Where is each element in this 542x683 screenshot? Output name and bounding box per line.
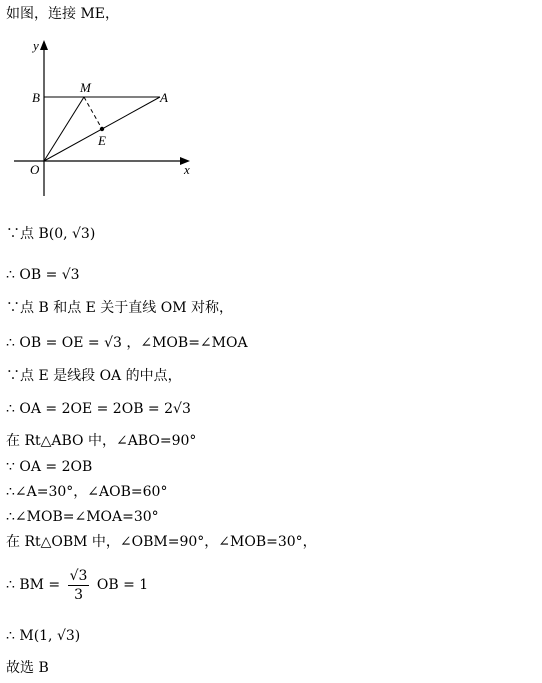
step-7: 在 Rt△ABO 中，∠ABO=90°: [6, 433, 197, 449]
segment-om: [44, 97, 84, 161]
y-axis-arrow: [40, 40, 48, 50]
step-6: ∴ OA = 2OE = 2OB = 2√3: [6, 401, 191, 417]
fraction: [68, 567, 90, 604]
answer-line: 故选 B: [6, 660, 49, 676]
step-13: ∴ M(1, √3): [6, 628, 81, 644]
point-e: [100, 127, 104, 131]
step-2: ∴ OB = √3: [6, 267, 80, 283]
intro-text: 如图，连接 ME，: [6, 6, 120, 22]
label-x: x: [184, 162, 190, 177]
step-12-rhs: OB = 1: [96, 577, 149, 593]
step-3: ∵点 B 和点 E 关于直线 OM 对称，: [6, 300, 234, 316]
label-b: B: [32, 90, 40, 105]
label-e: E: [98, 133, 106, 148]
step-8: ∵ OA = 2OB: [6, 459, 93, 475]
geometry-figure: [0, 36, 200, 206]
step-9: ∴∠A=30°，∠AOB=60°: [6, 484, 168, 500]
fraction-denominator: 3: [74, 586, 83, 603]
step-5: ∵点 E 是线段 OA 的中点，: [6, 368, 182, 384]
step-10: ∴∠MOB=∠MOA=30°: [6, 509, 159, 525]
step-1: ∵点 B(0, √3): [6, 226, 96, 242]
step-11: 在 Rt△OBM 中，∠OBM=90°，∠MOB=30°，: [6, 534, 317, 550]
step-12: [6, 566, 148, 604]
label-o: O: [30, 162, 40, 177]
step-12-lhs: ∴ BM =: [6, 577, 61, 593]
step-4: ∴ OB = OE = √3 ，∠MOB=∠MOA: [6, 335, 248, 351]
label-a: A: [160, 90, 168, 105]
segment-me: [84, 97, 102, 129]
label-y: y: [33, 38, 39, 53]
label-m: M: [80, 80, 91, 95]
fraction-numerator: √3: [69, 567, 88, 584]
